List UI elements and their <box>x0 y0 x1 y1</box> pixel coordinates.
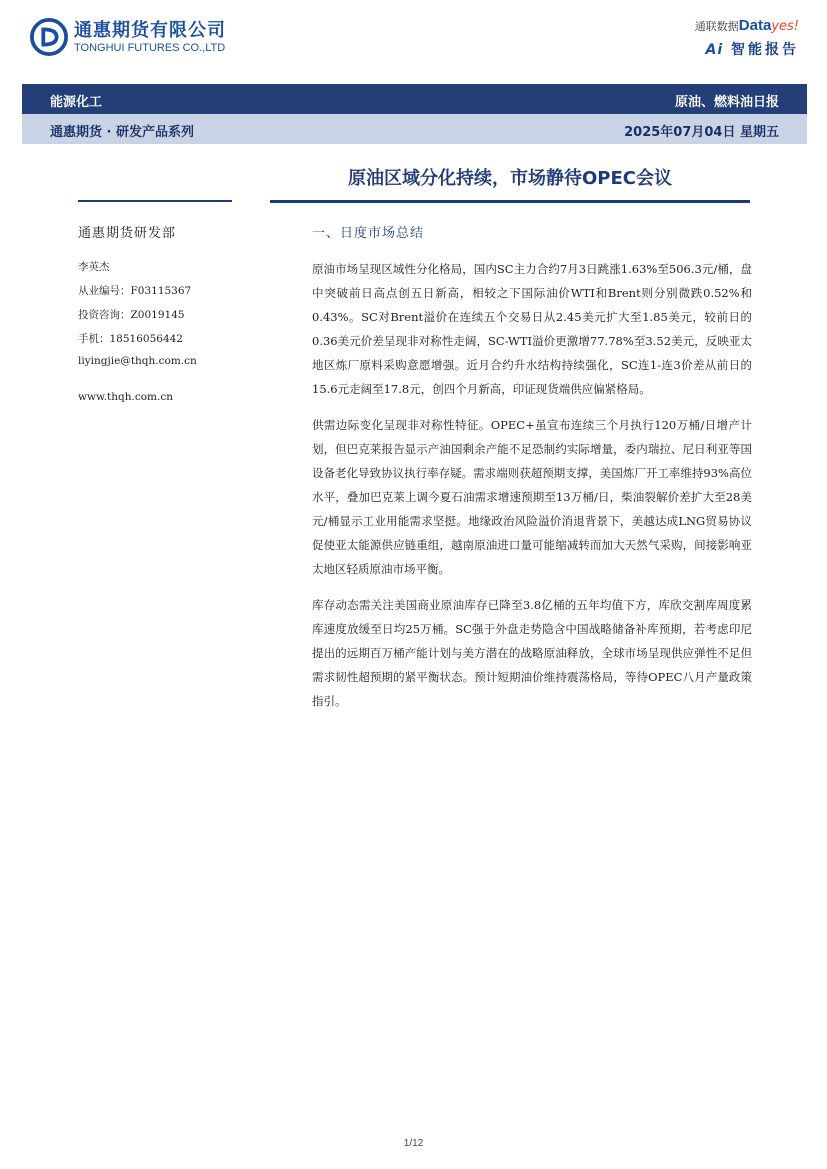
category-band <box>22 84 807 114</box>
section-title: 一、日度市场总结 <box>312 226 425 241</box>
report-series: 通惠期货 · 研发产品系列 <box>50 125 194 140</box>
author-email[interactable]: liyingjie@thqh.com.cn <box>78 355 197 367</box>
title-divider <box>270 200 750 203</box>
company-website[interactable]: www.thqh.com.cn <box>78 391 173 403</box>
company-logo <box>30 18 226 56</box>
department-name: 通惠期货研发部 <box>78 226 177 241</box>
brand-ai: Ai <box>705 42 724 58</box>
datayes-brand <box>695 18 799 59</box>
report-category: 能源化工 <box>50 95 103 110</box>
report-type: 原油、燃料油日报 <box>674 95 779 110</box>
brand-yes: yes! <box>771 19 799 34</box>
body-paragraph: 库存动态需关注美国商业原油库存已降至3.8亿桶的五年均值下方，库欣交割库周度累库速度放缓至日均25万桶。SC强于外盘走势隐含中国战略储备补库预期，若考虑印尼提出的远期百万桶产能计划与美方潜在的战略原油释放，全球市场呈现供应弹性不足但需求韧性超预期的紧平衡状态。预计短期油价维持震荡格局，等待OPEC八月产量政策指引。 <box>312 598 752 708</box>
report-title: 原油区域分化持续，市场静待OPEC会议 <box>348 168 672 189</box>
author-name: 李英杰 <box>78 261 110 273</box>
brand-prefix: 通联数据 <box>694 20 739 33</box>
author-sidebar <box>78 222 238 412</box>
brand-data: Data <box>738 17 772 34</box>
brand-report: 智能报告 <box>731 42 799 58</box>
body-paragraph: 原油市场呈现区域性分化格局，国内SC主力合约7月3日跳涨1.63%至506.3元/桶，盘中突破前日高点创五日新高，相较之下国际油价WTI和Brent则分别微跌0.52%和0.43%。SC对Brent溢价在连续五个交易日从2.45美元扩大至1.85美元，较前日的0.36美元价差呈现非对称性走阔，SC-WTI溢价更激增77.78%至3.52美元，反映亚太地区炼厂原料采购意愿增强。近月合约升水结构持续强化，SC连1-连3价差从前日的15.6元走阔至17.8元，创四个月新高，印证现货端供应偏紧格局。 <box>312 262 752 396</box>
company-logo-icon <box>30 18 68 56</box>
consult-number: 投资咨询：Z0019145 <box>78 309 185 321</box>
report-body <box>312 222 752 725</box>
series-band <box>22 114 807 144</box>
company-name-cn: 通惠期货有限公司 <box>74 19 226 41</box>
page-number: 1/12 <box>403 1138 424 1149</box>
company-name-en: TONGHUI FUTURES CO.,LTD <box>74 41 226 54</box>
phone-number: 手机：18516056442 <box>78 333 183 345</box>
report-date: 2025年07月04日 星期五 <box>624 125 779 140</box>
license-number: 从业编号：F03115367 <box>78 285 192 297</box>
sidebar-divider <box>78 200 232 202</box>
body-paragraph: 供需边际变化呈现非对称性特征。OPEC+虽宣布连续三个月执行120万桶/日增产计划，但巴克莱报告显示产油国剩余产能不足恐制约实际增量，委内瑞拉、尼日利亚等国设备老化导致协议执行率存疑。需求端则获超预期支撑，美国炼厂开工率维持93%高位水平，叠加巴克莱上调今夏石油需求增速预期至13万桶/日，柴油裂解价差扩大至28美元/桶显示工业用能需求坚挺。地缘政治风险溢价消退背景下，美越达成LNG贸易协议促使亚太能源供应链重组，越南原油进口量可能缩减转而加大天然气采购，间接影响亚太地区轻质原油市场平衡。 <box>312 418 752 576</box>
